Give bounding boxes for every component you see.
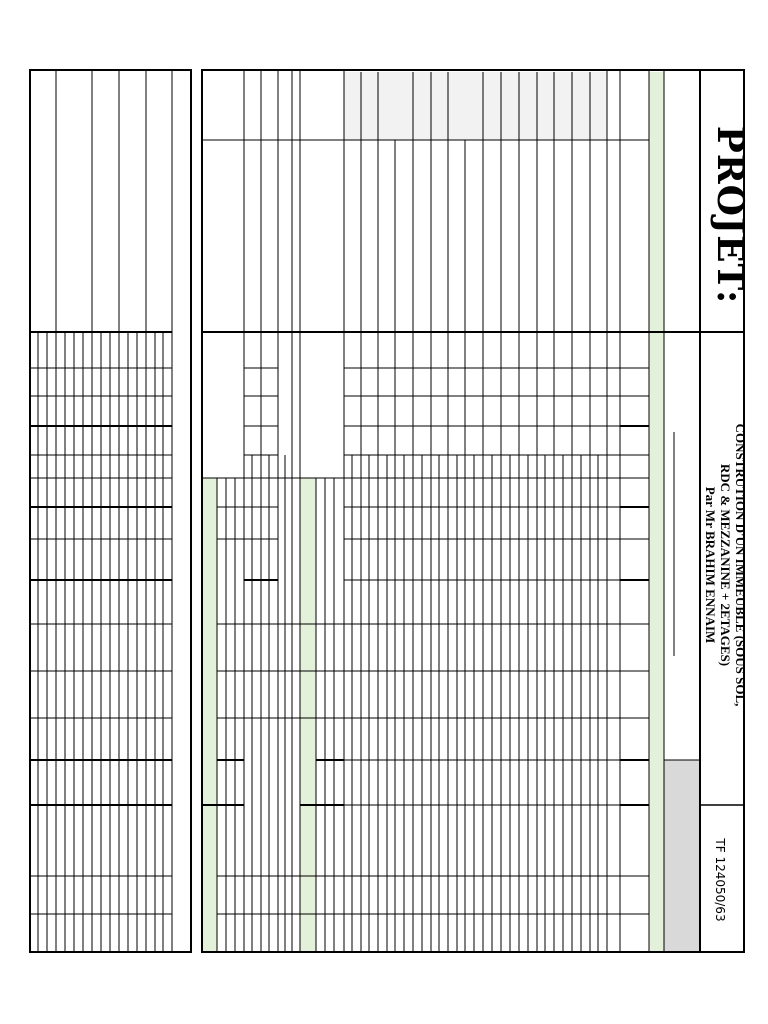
- green-column-main: [649, 72, 664, 952]
- project-title: PROJET:: [709, 125, 751, 305]
- green-column-left-b: [300, 478, 316, 952]
- shaded-title-cell: [344, 72, 607, 140]
- project-owner-line: Par Mr BRAHIM ENNAIM: [703, 486, 718, 644]
- land-title-reference: TF 124050/63: [713, 838, 727, 922]
- data-columns-right: [226, 72, 598, 952]
- green-column-left-a: [202, 478, 217, 952]
- gray-reference-cell: [664, 760, 700, 952]
- project-description-line-1: CONSTRUTION D'UN IMMEUBLE (SOUS SOL,: [733, 423, 748, 707]
- project-description-line-2: RDC & MEZZANINE + 2ETAGES): [718, 463, 733, 667]
